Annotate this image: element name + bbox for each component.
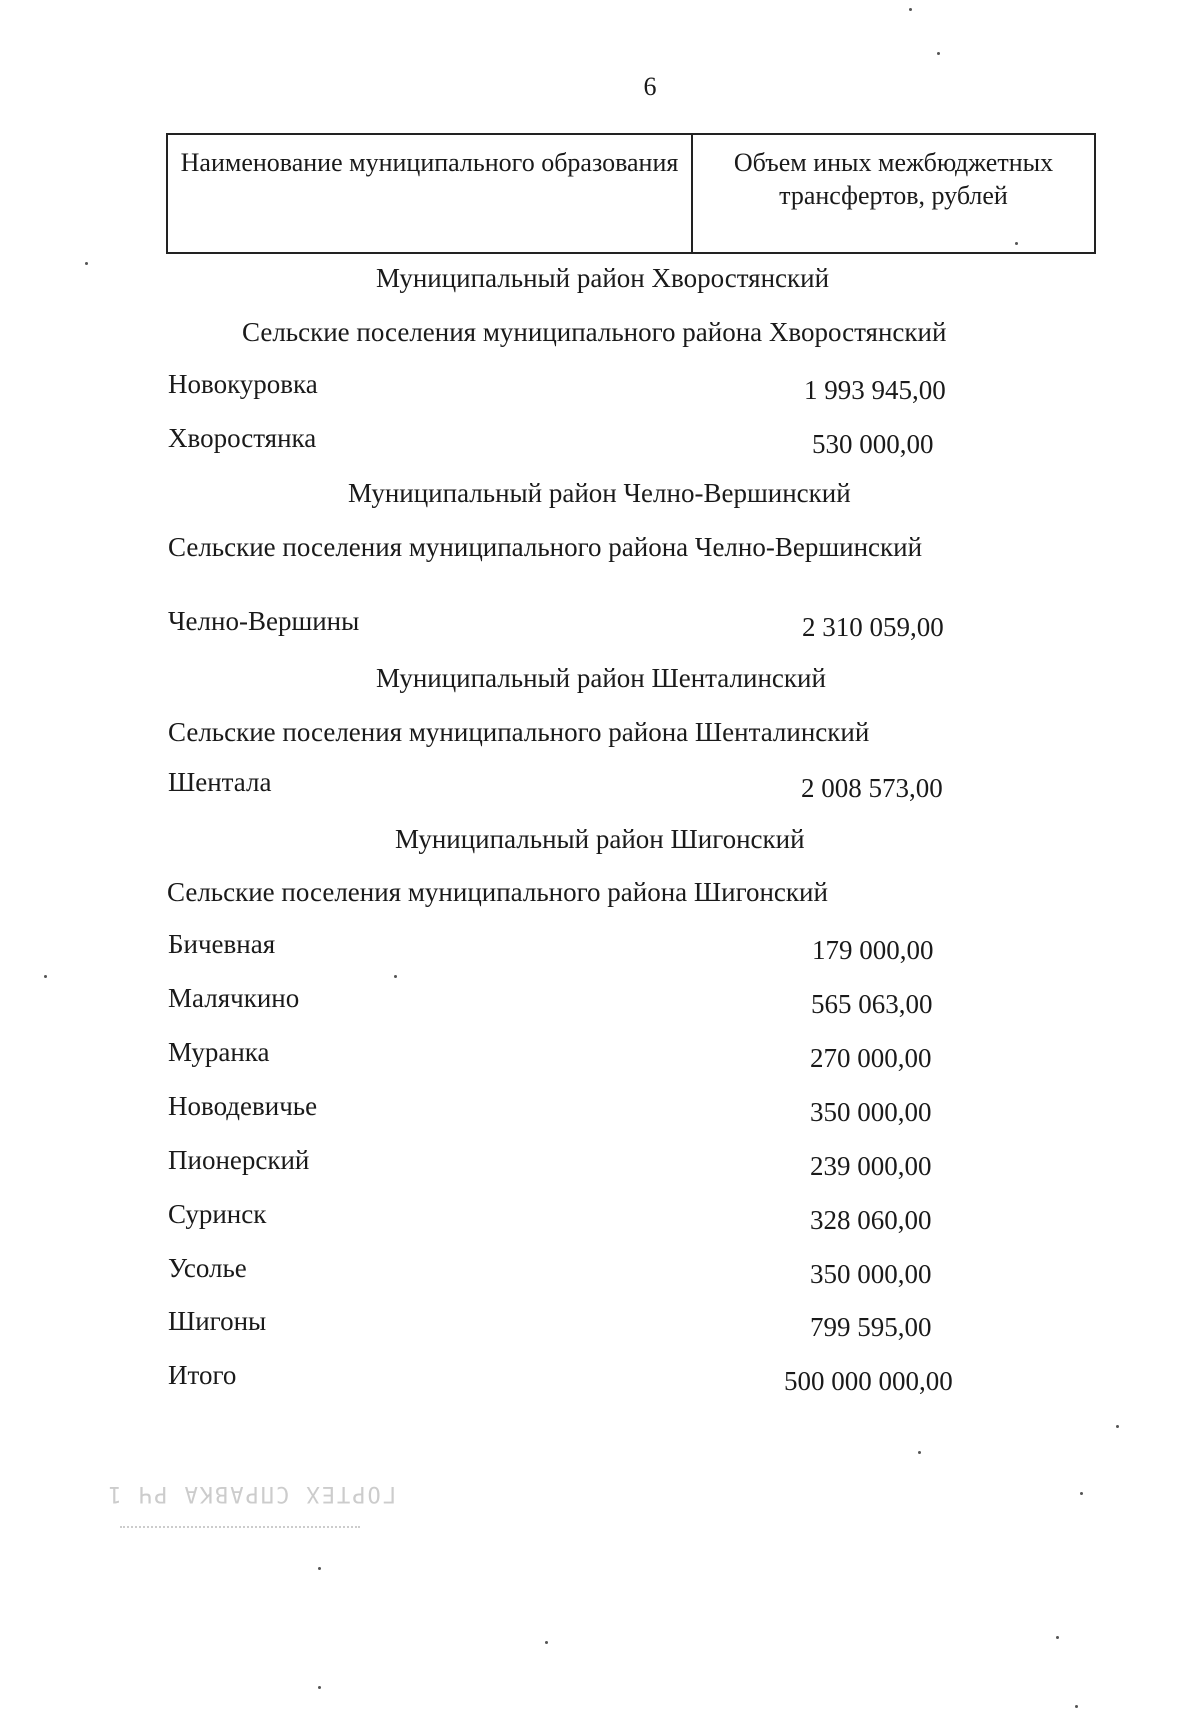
row-name: Хворостянка xyxy=(168,423,317,453)
scan-speck xyxy=(1056,1636,1059,1639)
row-name: Новокуровка xyxy=(168,369,318,399)
row-amount: 2 310 059,00 xyxy=(802,612,944,642)
district-title: Муниципальный район Челно-Вершинский xyxy=(348,478,851,508)
table-row xyxy=(168,929,1168,969)
row-name: Шигоны xyxy=(168,1306,267,1336)
row-name: Усолье xyxy=(168,1253,247,1283)
scan-speck xyxy=(909,8,912,11)
settlements-subtitle: Сельские поселения муниципального района Шенталинский xyxy=(168,717,870,747)
total-row xyxy=(168,1360,1168,1400)
table-row xyxy=(168,606,1168,646)
table-row xyxy=(168,767,1168,807)
settlements-subtitle: Сельские поселения муниципального района Хворостянский xyxy=(242,317,947,347)
district-title: Муниципальный район Хворостянский xyxy=(376,263,830,293)
row-amount: 350 000,00 xyxy=(810,1097,932,1127)
row-name: Бичевная xyxy=(168,929,276,959)
row-amount: 328 060,00 xyxy=(810,1205,932,1235)
row-name: Малячкино xyxy=(168,983,300,1013)
scan-speck xyxy=(1080,1492,1083,1495)
table-row xyxy=(168,423,1168,463)
row-amount: 179 000,00 xyxy=(812,935,934,965)
district-title: Муниципальный район Шигонский xyxy=(395,824,805,854)
settlements-subtitle: Сельские поселения муниципального района Шигонский xyxy=(167,877,828,907)
table-row xyxy=(168,1145,1168,1185)
table-row xyxy=(168,1306,1168,1346)
scan-speck xyxy=(394,975,397,978)
row-amount: 799 595,00 xyxy=(810,1312,932,1342)
row-name: Пионерский xyxy=(168,1145,310,1175)
scan-speck xyxy=(44,975,47,978)
settlements-subtitle: Сельские поселения муниципального района Челно-Вершинский xyxy=(168,532,923,562)
column-header-name: Наименование муниципального образования xyxy=(168,135,693,252)
table-row xyxy=(168,1199,1168,1239)
row-amount: 530 000,00 xyxy=(812,429,934,459)
scan-speck xyxy=(1116,1425,1119,1428)
stamp-text: ГОРТЕХ СПРАВКА РЧ 1 xyxy=(106,1481,396,1506)
row-amount: 350 000,00 xyxy=(810,1259,932,1289)
table-row xyxy=(168,1037,1168,1077)
row-name: Муранка xyxy=(168,1037,270,1067)
row-amount: 270 000,00 xyxy=(810,1043,932,1073)
row-name: Суринск xyxy=(168,1199,267,1229)
table-row xyxy=(168,1253,1168,1293)
row-name: Новодевичье xyxy=(168,1091,318,1121)
scan-speck xyxy=(545,1641,548,1644)
stamp xyxy=(106,1462,396,1524)
scan-speck xyxy=(1075,1705,1078,1708)
table-row xyxy=(168,369,1168,409)
row-amount: 239 000,00 xyxy=(810,1151,932,1181)
row-amount: 1 993 945,00 xyxy=(804,375,946,405)
row-name: Шентала xyxy=(168,767,272,797)
scan-speck xyxy=(318,1567,321,1570)
row-amount: 565 063,00 xyxy=(811,989,933,1019)
scan-speck xyxy=(85,262,88,265)
column-header-amount: Объем иных межбюджетных трансфертов, рублей xyxy=(733,148,1054,210)
row-amount: 2 008 573,00 xyxy=(801,773,943,803)
table-header xyxy=(166,133,1096,254)
stamp-underline xyxy=(120,1526,360,1528)
table-row xyxy=(168,1091,1168,1131)
total-label: Итого xyxy=(168,1360,237,1390)
district-title: Муниципальный район Шенталинский xyxy=(376,663,826,693)
scan-speck xyxy=(937,52,940,55)
scan-speck xyxy=(318,1686,321,1689)
table-row xyxy=(168,983,1168,1023)
total-amount: 500 000 000,00 xyxy=(784,1366,953,1396)
scan-speck xyxy=(918,1451,921,1454)
scan-speck xyxy=(1015,242,1018,245)
row-name: Челно-Вершины xyxy=(168,606,360,636)
page-number: 6 xyxy=(643,72,657,101)
